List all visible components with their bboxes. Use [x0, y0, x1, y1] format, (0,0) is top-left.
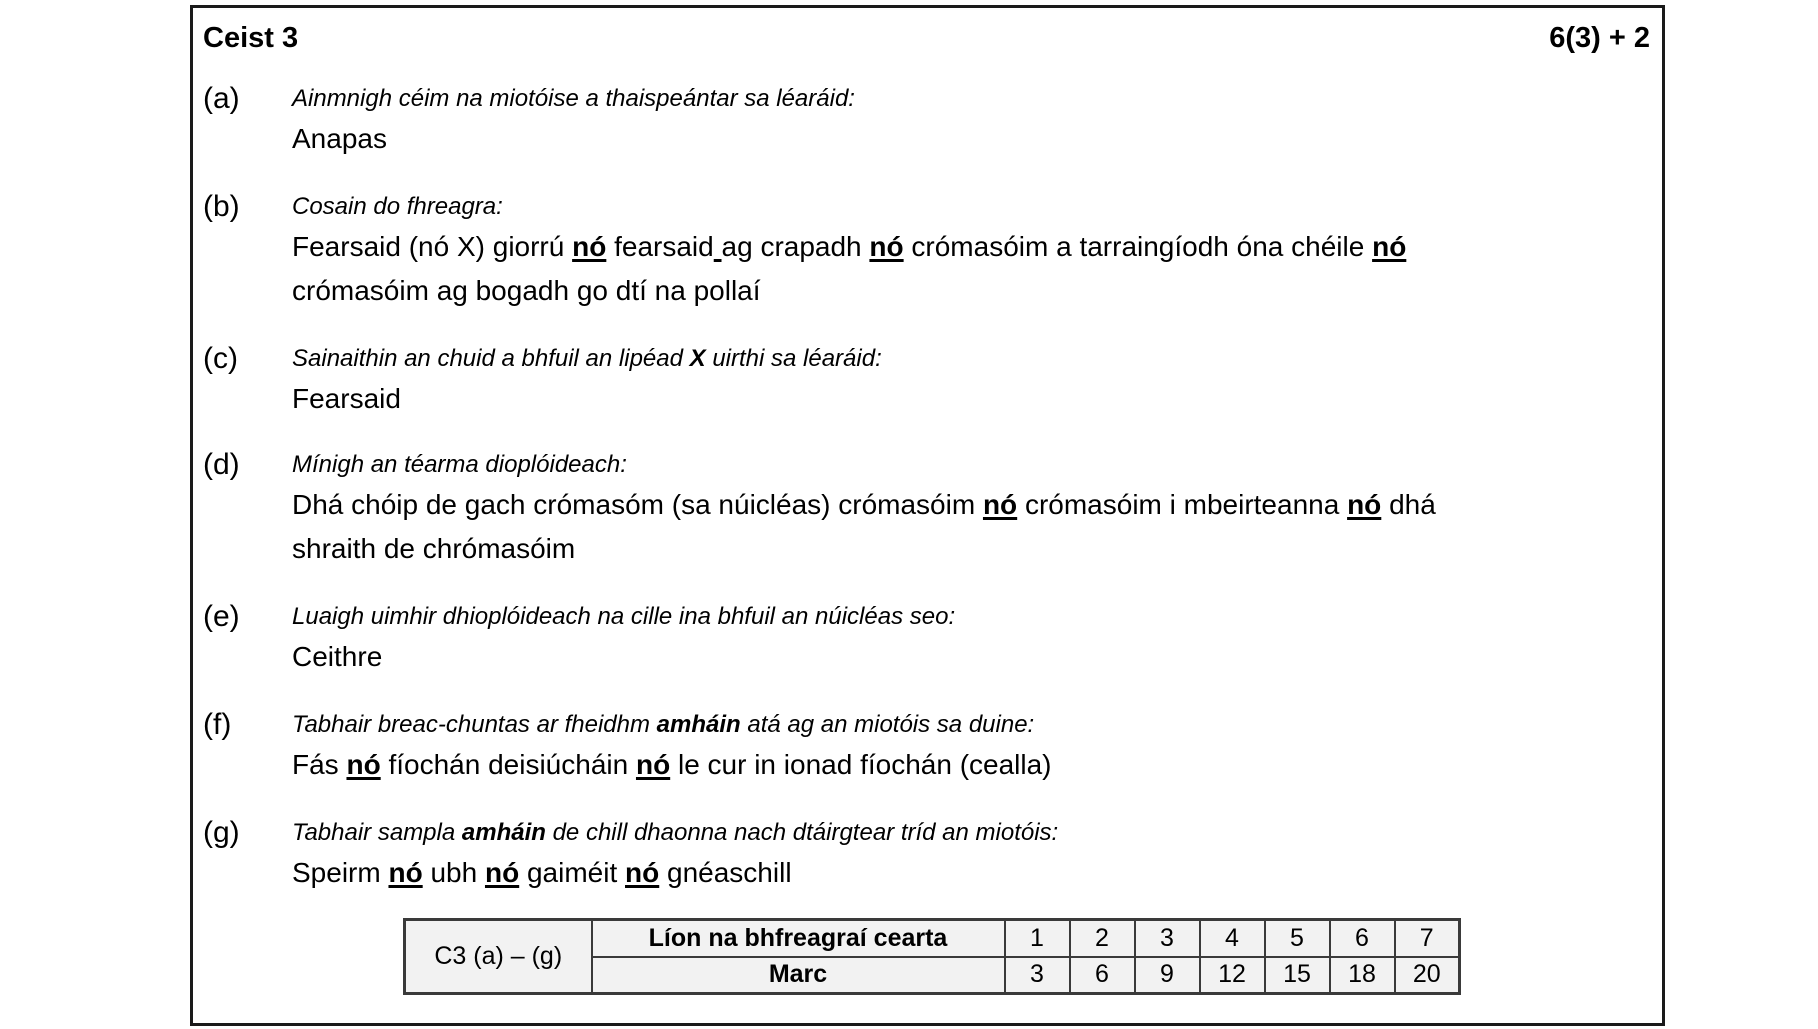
- text-segment: gaiméit: [519, 857, 626, 888]
- question-answer: [292, 377, 1650, 421]
- marks-table-mark-cell: 20: [1395, 957, 1460, 994]
- text-segment: X: [689, 345, 706, 372]
- text-segment: [714, 231, 722, 262]
- text-segment: nó: [625, 857, 660, 888]
- text-segment: fearsaid: [606, 231, 714, 262]
- marks-table-mark-cell: 3: [1005, 957, 1070, 994]
- text-segment: de chill dhaonna nach dtáirgtear tríd an miotóis:: [545, 819, 1059, 846]
- text-segment: dhá: [1381, 489, 1436, 520]
- text-segment: Ainmnigh céim na miotóise a thaispeántar sa léaráid:: [292, 85, 855, 112]
- question-body: [292, 341, 1650, 421]
- text-segment: gnéaschill: [659, 857, 792, 888]
- text-segment: Mínigh an téarma dioplóideach:: [292, 451, 627, 478]
- text-segment: Ceithre: [292, 641, 383, 672]
- question-label: (b): [203, 190, 240, 223]
- text-segment: nó: [1372, 231, 1407, 262]
- question-box: [190, 5, 1665, 1026]
- text-segment: amháin: [461, 819, 546, 846]
- marks-table-correct-answers-label: Líon na bhfreagraí cearta: [592, 920, 1005, 957]
- question-label: (e): [203, 600, 240, 633]
- question-item: [203, 599, 1650, 679]
- text-segment: nó: [388, 857, 423, 888]
- text-segment: Fás: [292, 749, 347, 780]
- question-prompt: [292, 341, 1650, 377]
- question-item: [203, 81, 1650, 161]
- question-body: [292, 815, 1650, 895]
- text-segment: nó: [1347, 489, 1382, 520]
- text-segment: shraith de chrómasóim: [292, 533, 576, 564]
- text-segment: ag crapadh: [721, 231, 870, 262]
- question-answer: [292, 851, 1650, 895]
- text-segment: Sainaithin an chuid a bhfuil an lipéad: [292, 345, 690, 372]
- marks-table-count-cell: 6: [1330, 920, 1395, 957]
- question-body: [292, 189, 1650, 313]
- question-title: Ceist 3: [203, 22, 299, 54]
- text-segment: uirthi sa léaráid:: [705, 345, 882, 372]
- question-label: (c): [203, 342, 238, 375]
- marks-table-count-cell: 3: [1135, 920, 1200, 957]
- marks-table-marc-label: Marc: [592, 957, 1005, 994]
- marks-table-question-range: C3 (a) – (g): [405, 920, 592, 994]
- question-body: [292, 599, 1650, 679]
- question-prompt: [292, 81, 1650, 117]
- text-segment: nó: [572, 231, 607, 262]
- marks-table-count-cell: 5: [1265, 920, 1330, 957]
- text-segment: crómasóim a tarraingíodh óna chéile: [903, 231, 1373, 262]
- text-segment: ubh: [422, 857, 485, 888]
- question-item: [203, 341, 1650, 421]
- question-prompt: [292, 189, 1650, 225]
- marks-allocation: 6(3) + 2: [1549, 22, 1650, 54]
- question-label: (f): [203, 708, 232, 741]
- text-segment: Anapas: [292, 123, 387, 154]
- marks-table-mark-cell: 6: [1070, 957, 1135, 994]
- marks-table-count-cell: 2: [1070, 920, 1135, 957]
- text-segment: le cur in ionad fíochán (cealla): [670, 749, 1052, 780]
- question-header: [203, 21, 1650, 55]
- question-item: [203, 447, 1650, 571]
- text-segment: nó: [346, 749, 381, 780]
- question-answer: [292, 743, 1650, 787]
- question-body: [292, 707, 1650, 787]
- question-body: [292, 81, 1650, 161]
- question-answer: [292, 483, 1650, 571]
- question-label: (d): [203, 448, 240, 481]
- text-segment: Luaigh uimhir dhioplóideach na cille ina bhfuil an núicléas seo:: [292, 603, 956, 630]
- question-prompt: [292, 599, 1650, 635]
- text-segment: Fearsaid: [292, 383, 401, 414]
- question-item: [203, 815, 1650, 895]
- text-segment: Speirm: [292, 857, 389, 888]
- marks-table-row-counts: [405, 920, 1460, 957]
- question-body: [292, 447, 1650, 571]
- marks-table-mark-cell: 12: [1200, 957, 1265, 994]
- question-item: [203, 707, 1650, 787]
- marks-table-count-cell: 4: [1200, 920, 1265, 957]
- text-segment: crómasóim ag bogadh go dtí na pollaí: [292, 275, 761, 306]
- text-segment: nó: [982, 489, 1018, 520]
- text-segment: amháin: [656, 711, 741, 738]
- question-prompt: [292, 815, 1650, 851]
- text-segment: Cosain do fhreagra:: [292, 193, 503, 220]
- question-answer: [292, 225, 1650, 313]
- text-segment: fíochán deisiúcháin: [380, 749, 636, 780]
- marks-table: [403, 918, 1461, 995]
- text-segment: nó: [484, 857, 520, 888]
- marks-table-count-cell: 7: [1395, 920, 1460, 957]
- text-segment: Tabhair sampla: [292, 819, 462, 846]
- marks-table-mark-cell: 18: [1330, 957, 1395, 994]
- question-prompt: [292, 447, 1650, 483]
- text-segment: Tabhair breac-chuntas ar fheidhm: [292, 711, 657, 738]
- question-item: [203, 189, 1650, 313]
- question-prompt: [292, 707, 1650, 743]
- text-segment: Fearsaid (nó X) giorrú: [292, 231, 573, 262]
- marks-table-mark-cell: 9: [1135, 957, 1200, 994]
- text-segment: nó: [869, 231, 904, 262]
- question-label: (g): [203, 816, 240, 849]
- question-label: (a): [203, 82, 240, 115]
- marks-table-count-cell: 1: [1005, 920, 1070, 957]
- text-segment: nó: [635, 749, 671, 780]
- question-answer: [292, 635, 1650, 679]
- questions-list: [203, 81, 1650, 895]
- text-segment: atá ag an miotóis sa duine:: [740, 711, 1035, 738]
- marks-table-mark-cell: 15: [1265, 957, 1330, 994]
- text-segment: crómasóim i mbeirteanna: [1017, 489, 1348, 520]
- text-segment: Dhá chóip de gach crómasóm (sa núicléas) crómasóim: [292, 489, 983, 520]
- question-answer: [292, 117, 1650, 161]
